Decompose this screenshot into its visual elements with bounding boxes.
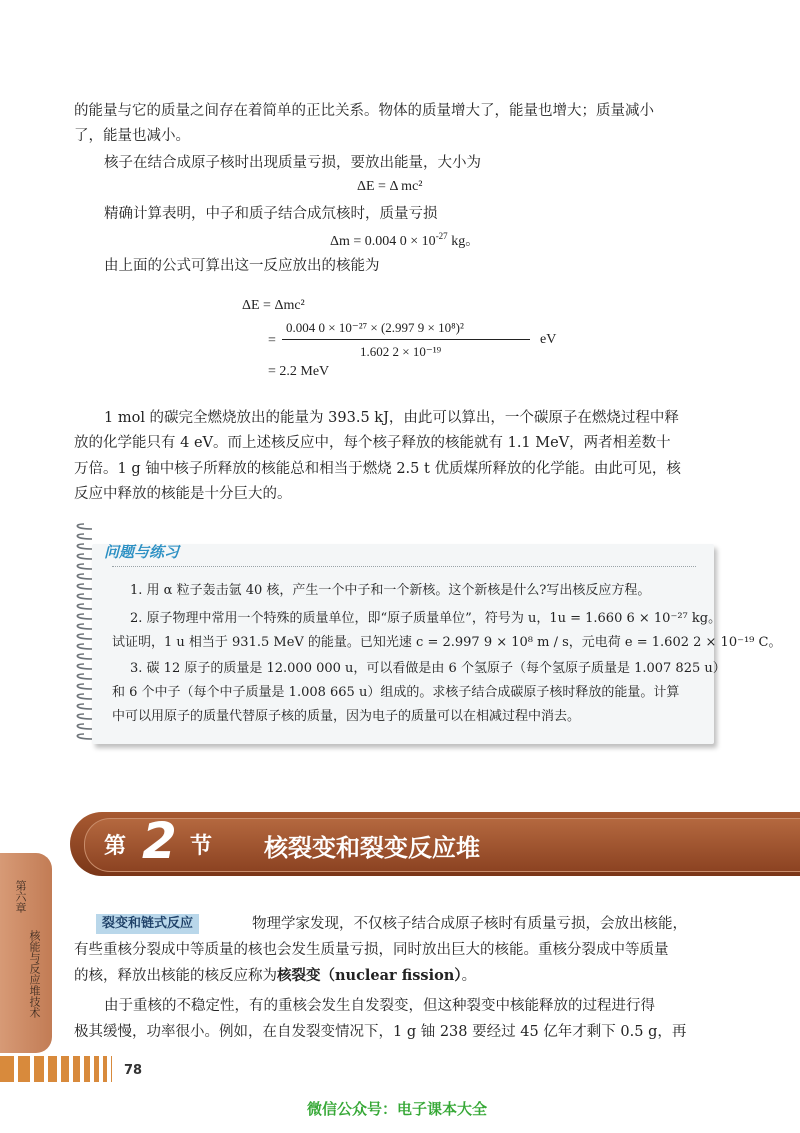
stripe — [34, 1056, 44, 1082]
sidebar-chapter: 第六章 — [14, 880, 27, 913]
stripe — [84, 1056, 90, 1082]
sidebar-chapter-title: 核能与反应堆技术 — [28, 930, 41, 1018]
term-english: （nuclear fission） — [320, 967, 462, 984]
body-line: 核子在结合成原子核时出现质量亏损，要放出能量，大小为 — [104, 155, 481, 171]
equation-result: = 2.2 MeV — [268, 364, 330, 379]
spiral-ring — [77, 714, 92, 719]
spiral-ring — [77, 724, 92, 729]
equation-mass-energy: ΔE = Δ mc² — [357, 179, 423, 194]
equation-mass-defect: Δm = 0.004 $0 \times 10^{-27}$ kg。 — [330, 231, 480, 249]
equation-denominator: 1.602 2 × 10⁻¹⁹ — [360, 344, 442, 359]
section-number: 2 — [142, 812, 177, 870]
equation-equals: = — [268, 333, 276, 348]
stripe — [94, 1056, 99, 1082]
stripe — [0, 1056, 14, 1082]
exercise-question: 和 6 个中子（每个中子质量是 1.008 665 u）组成的。求核子结合成碳原子核时释放的能量。计算 — [112, 685, 680, 700]
spiral-ring — [77, 734, 92, 739]
stripe — [111, 1056, 112, 1082]
spiral-ring — [77, 554, 92, 559]
body-line: 的能量与它的质量之间存在着简单的正比关系。物体的质量增大了，能量也增大；质量减小 — [74, 103, 654, 119]
spiral-ring — [77, 664, 92, 669]
section-prefix: 第 — [104, 834, 127, 859]
stripe — [18, 1056, 30, 1082]
body-line: 1 mol 的碳完全燃烧放出的能量为 393.5 kJ，由此可以算出，一个碳原子在燃烧过程中释 — [104, 410, 679, 426]
body-line: 万倍。1 g 铀中核子所释放的核能总和相当于燃烧 2.5 t 优质煤所释放的化学能。由此可见，核 — [74, 461, 681, 477]
spiral-ring — [77, 524, 92, 529]
spiral-binding-icon — [70, 522, 96, 750]
footer-watermark: 微信公众号：电子课本大全 — [307, 1100, 488, 1118]
section-suffix: 节 — [190, 834, 213, 859]
exercise-divider — [112, 566, 696, 567]
stripe — [48, 1056, 57, 1082]
body-line: 了，能量也减小。 — [74, 128, 190, 144]
spiral-ring — [77, 574, 92, 579]
equation-numerator: 0.004 0 × 10⁻²⁷ × (2.997 9 × 10⁸)² — [286, 320, 464, 335]
term-nuclear-fission: 核裂变 — [277, 967, 321, 984]
body-line: 反应中释放的核能是十分巨大的。 — [74, 486, 292, 502]
exercise-question: 试证明，1 u 相当于 931.5 MeV 的能量。已知光速 c = 2.997 9 × 10⁸ m / s，元电荷 e = 1.602 2 × 10⁻¹⁹ C。 — [112, 635, 782, 650]
exercise-question: 2. 原子物理中常用一个特殊的质量单位，即“原子质量单位”，符号为 u，1u = 1.660 6 × 10⁻²⁷ kg。 — [130, 611, 722, 626]
exercise-question: 1. 用 α 粒子轰击氩 40 核，产生一个中子和一个新核。这个新核是什么?写出核反应方程。 — [130, 583, 651, 598]
spiral-ring — [77, 644, 92, 649]
subsection-tag: 裂变和链式反应 — [96, 914, 199, 934]
fraction-bar — [282, 339, 530, 340]
page-stripes-decoration — [0, 1056, 112, 1082]
body-line: 由于重核的不稳定性，有的重核会发生自发裂变，但这种裂变中核能释放的过程进行得 — [104, 998, 655, 1014]
spiral-ring — [77, 584, 92, 589]
body-line: 的核，释放出核能的核反应称为核裂变（nuclear fission）。 — [74, 967, 477, 984]
spiral-ring — [77, 674, 92, 679]
stripe — [61, 1056, 69, 1082]
body-line: 极其缓慢，功率很小。例如，在自发裂变情况下，1 g 铀 238 要经过 45 亿年才剩下 0.5 g，再 — [74, 1024, 687, 1040]
spiral-ring — [77, 534, 92, 539]
spiral-ring — [77, 624, 92, 629]
exercise-title: 问题与练习 — [104, 543, 180, 561]
exercise-question: 中可以用原子的质量代替原子核的质量，因为电子的质量可以在相减过程中消去。 — [112, 709, 581, 724]
equation-unit: eV — [540, 332, 557, 347]
body-line: 由上面的公式可算出这一反应放出的核能为 — [104, 258, 380, 274]
spiral-ring — [77, 654, 92, 659]
body-line: 物理学家发现，不仅核子结合成原子核时有质量亏损，会放出核能， — [252, 916, 687, 932]
body-line: 精确计算表明，中子和质子结合成氘核时，质量亏损 — [104, 206, 438, 222]
section-title: 核裂变和裂变反应堆 — [264, 834, 480, 862]
body-line: 放的化学能只有 4 eV。而上述核反应中，每个核子释放的核能就有 1.1 MeV，两者相差数十 — [74, 435, 671, 451]
page-number: 78 — [124, 1063, 143, 1078]
body-line: 有些重核分裂成中等质量的核也会发生质量亏损，同时放出巨大的核能。重核分裂成中等质量 — [74, 942, 669, 958]
spiral-ring — [77, 704, 92, 709]
spiral-ring — [77, 564, 92, 569]
stripe — [103, 1056, 107, 1082]
spiral-ring — [77, 634, 92, 639]
exercise-question: 3. 碳 12 原子的质量是 12.000 000 u，可以看做是由 6 个氢原子（每个氢原子质量是 1.007 825 u） — [130, 661, 726, 676]
spiral-ring — [77, 614, 92, 619]
stripe — [73, 1056, 80, 1082]
spiral-ring — [77, 594, 92, 599]
spiral-ring — [77, 544, 92, 549]
spiral-ring — [77, 684, 92, 689]
spiral-ring — [77, 694, 92, 699]
equation-energy-line1: ΔE = Δmc² — [242, 298, 305, 313]
spiral-ring — [77, 604, 92, 609]
